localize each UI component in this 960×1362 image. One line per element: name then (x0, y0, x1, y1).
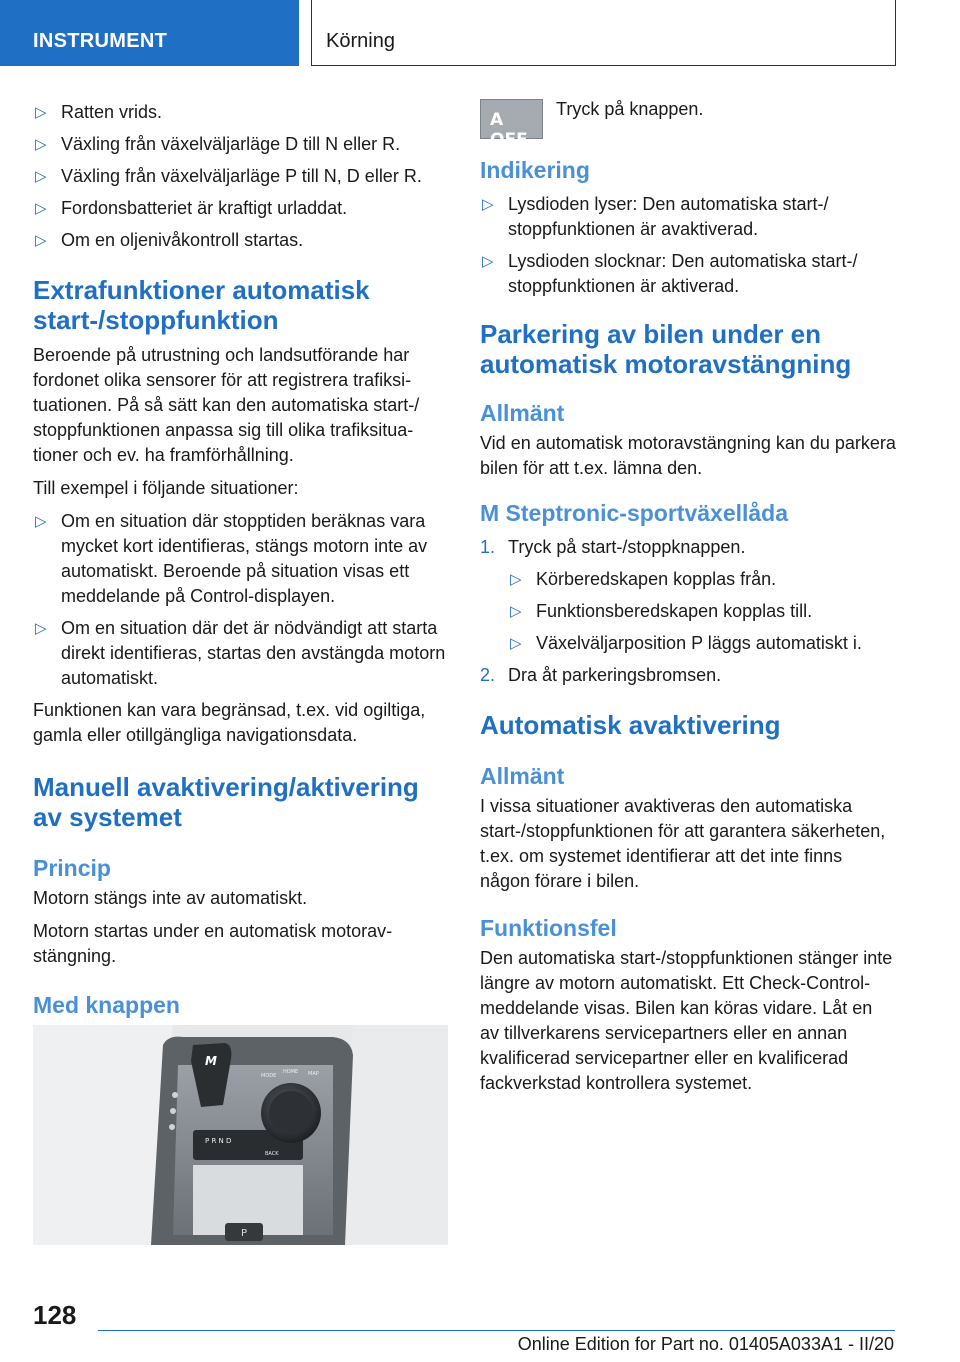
back-label: BACK (265, 1151, 279, 1157)
section-title: INSTRUMENT (33, 30, 168, 52)
triangle-bullet-icon: ▷ (482, 196, 494, 213)
triangle-bullet-icon: ▷ (35, 513, 47, 530)
numbered-steps (480, 535, 896, 688)
center-console-illustration (33, 1025, 448, 1245)
heading-med-knappen: Med knappen (33, 992, 180, 1018)
paragraph: Vid en automatisk motoravstängning kan du parkera bilen för att t.ex. lämna den. (480, 433, 896, 478)
paragraph: Motorn stängs inte av automatiskt. (33, 888, 308, 908)
paragraph: I vissa situationer avaktiveras den automatiska start-/stoppfunktionen för att garantera säkerheten, t.ex. om systemet identifierar att det inte finns någon förare i bilen. (480, 796, 886, 891)
heading-indikering: Indikering (480, 157, 590, 183)
chapter-title: Körning (326, 30, 395, 52)
button-instruction (480, 92, 896, 150)
sub-bullet-list (508, 567, 896, 656)
mode-label: MODE (261, 1073, 277, 1079)
center-console-photo (33, 1025, 448, 1245)
triangle-bullet-icon: ▷ (482, 253, 494, 270)
left-column (33, 100, 449, 1245)
paragraph: Till exempel i följande situationer: (33, 478, 299, 498)
triangle-bullet-icon: ▷ (35, 200, 47, 217)
m-logo: M (205, 1054, 217, 1068)
paragraph: Den automatiska start-/stoppfunktionen stänger inte längre av motorn automatiskt. Ett Check-Control-meddelande visas. Bilen kan köras vidare. Låt en av tillverkarens servicepartners eller en annan kvalificerad servicepartner eller en kvalificerad fackverkstad kontrollera systemet. (480, 948, 893, 1093)
heading-allmant: Allmänt (480, 400, 565, 426)
list-item: ▷ Om en oljenivåkontroll startas. (33, 228, 449, 253)
section-tab (0, 0, 299, 66)
paragraph: Beroende på utrustning och landsutförande har fordonet olika sensorer för att registrera trafiksituationen. På så sätt kan den automatiska start-/ stoppfunktionen anpassa sig till olika trafiksituationer och ev. ha framförhållning. (33, 345, 420, 465)
right-column (480, 100, 896, 1104)
list-item: ▷ Om en situation där det är nödvändigt att starta direkt identifieras, startas den avstängda motorn automatiskt. (35, 618, 446, 688)
heading-extrafunktioner: Extrafunktioner automatisk start-/stoppfunktion (33, 275, 370, 335)
list-item: ▷ Fordonsbatteriet är kraftigt urladdat. (33, 196, 449, 221)
triangle-bullet-icon: ▷ (35, 168, 47, 185)
paragraph: Funktionen kan vara begränsad, t.ex. vid ogiltiga, gamla eller otillgängliga navigationsdata. (33, 700, 426, 745)
button-instruction-text: Tryck på knappen. (556, 99, 704, 119)
parking-brake-label: P (240, 1228, 248, 1239)
heading-funktionsfel: Funktionsfel (480, 915, 617, 941)
triangle-bullet-icon: ▷ (510, 603, 522, 620)
edition-note: Online Edition for Part no. 01405A033A1 - II/20 (517, 1334, 894, 1354)
list-item: ▷ Växling från växelväljarläge P till N, D eller R. (33, 164, 449, 189)
triangle-bullet-icon: ▷ (510, 635, 522, 652)
auto-start-stop-button-icon: A OFF (480, 99, 543, 139)
page-number: 128 (33, 1300, 77, 1330)
triangle-bullet-icon: ▷ (35, 104, 47, 121)
triangle-bullet-icon: ▷ (35, 232, 47, 249)
chapter-tab (311, 0, 896, 66)
heading-parkering: Parkering av bilen under en automatisk motoravstängning (480, 319, 852, 379)
map-label: MAP (308, 1071, 319, 1077)
gear-positions-label: P R N D (205, 1137, 232, 1145)
bullet-list-conditions (33, 100, 449, 253)
list-item: ▷ Körberedskapen kopplas från. (508, 567, 896, 592)
list-item: ▷ Funktionsberedskapen kopplas till. (508, 599, 896, 624)
home-label: HOME (283, 1069, 299, 1075)
paragraph: Motorn startas under en automatisk motoravstängning. (33, 921, 393, 966)
bullet-list-situations (33, 509, 449, 691)
list-item: ▷ Om en situation där stopptiden beräknas vara mycket kort identifieras, stängs motorn inte av automatiskt. Beroende på situation visas ett meddelande på Control-displayen. (35, 511, 428, 606)
triangle-bullet-icon: ▷ (35, 136, 47, 153)
triangle-bullet-icon: ▷ (35, 620, 47, 637)
heading-allmant: Allmänt (480, 763, 565, 789)
heading-princip: Princip (33, 855, 111, 881)
heading-automatisk-avaktivering: Automatisk avaktivering (480, 710, 781, 740)
list-item: ▷ Växling från växelväljarläge D till N eller R. (33, 132, 449, 157)
footer-divider (98, 1330, 895, 1331)
step-item: 2. Dra åt parkeringsbromsen. (480, 665, 722, 685)
heading-manuell: Manuell avaktivering/aktivering av systemet (33, 772, 419, 832)
list-item: ▷ Lysdioden slocknar: Den automatiska start-/ stoppfunktionen är aktiverad. (482, 251, 858, 296)
list-item: ▷ Växelväljarposition P läggs automatiskt i. (508, 631, 896, 656)
heading-steptronic: M Steptronic-sportväxellåda (480, 500, 789, 526)
list-item: ▷ Ratten vrids. (33, 100, 449, 125)
list-item: ▷ Lysdioden lyser: Den automatiska start-/ stoppfunktionen är avaktiverad. (482, 194, 829, 239)
bullet-list-indication (480, 192, 896, 299)
step-item: 1. Tryck på start-/stoppknappen. ▷ Körberedskapen kopplas från. ▷ Funktionsberedskapen kopplas till. ▷ Växelväljarposition P läggs automatiskt i. (480, 535, 896, 656)
triangle-bullet-icon: ▷ (510, 571, 522, 588)
